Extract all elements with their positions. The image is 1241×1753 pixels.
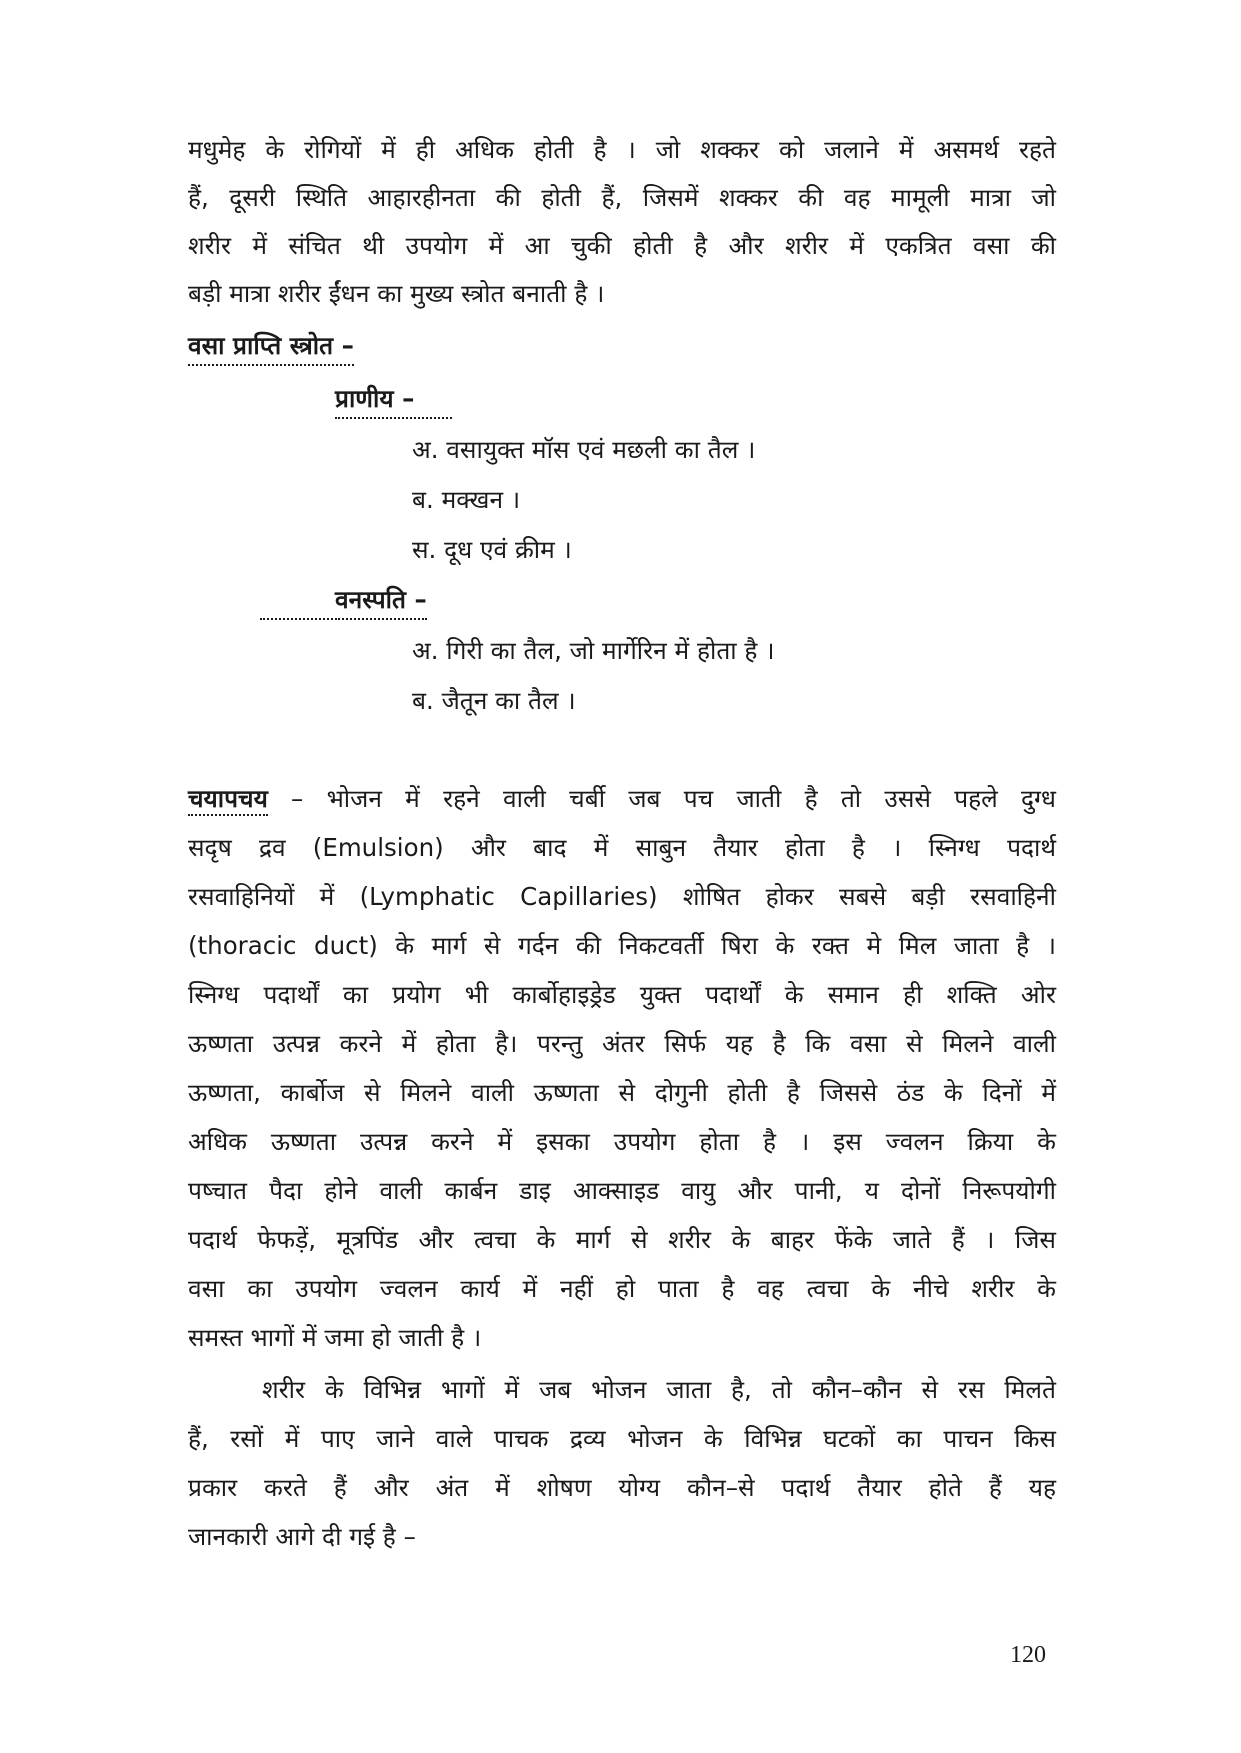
- metabolism-line-12: समस्त भागों में जमा हो जाती है ।: [188, 1323, 482, 1352]
- sources-heading: वसा प्राप्ति स्त्रोत –: [188, 329, 354, 366]
- animal-heading: प्राणीय –: [335, 382, 452, 419]
- animal-item-1: अ. वसायुक्त मॉस एवं मछली का तैल ।: [412, 435, 756, 464]
- metabolism-line-6: ऊष्णता उत्पन्न करने में होता है। परन्तु अंतर सिर्फ यह है कि वसा से मिलने वाली: [188, 1029, 1056, 1058]
- metabolism-line-7: ऊष्णता, कार्बोज से मिलने वाली ऊष्णता से दोगुनी होती है जिससे ठंड के दिनों में: [188, 1078, 1056, 1107]
- metabolism-line-5: स्निग्ध पदार्थों का प्रयोग भी कार्बोहाइड्रेड युक्त पदार्थों के समान ही शक्ति ओर: [188, 980, 1056, 1009]
- para1-line-2: हैं, दूसरी स्थिति आहारहीनता की होती हैं, जिसमें शक्कर की वह मामूली मात्रा जो: [188, 183, 1056, 212]
- metabolism-line-10: पदार्थ फेफड़ें, मूत्रपिंड और त्वचा के मार्ग से शरीर के बाहर फेंके जाते हैं । जिस: [188, 1225, 1056, 1254]
- metabolism-line-8: अधिक ऊष्णता उत्पन्न करने में इसका उपयोग होता है । इस ज्वलन क्रिया के: [188, 1127, 1056, 1156]
- plant-heading-dotted-lead: [260, 618, 340, 620]
- para3-line-3: प्रकार करते हैं और अंत में शोषण योग्य कौन–से पदार्थ तैयार होते हैं यह: [188, 1473, 1056, 1502]
- metabolism-line-11: वसा का उपयोग ज्वलन कार्य में नहीं हो पाता है वह त्वचा के नीचे शरीर के: [188, 1274, 1056, 1303]
- plant-item-1: अ. गिरी का तैल, जो मार्गेरिन में होता है ।: [412, 636, 775, 665]
- metabolism-heading: चयापचय: [188, 784, 268, 816]
- para3-line-4: जानकारी आगे दी गई है –: [188, 1522, 416, 1551]
- para3-line-2: हैं, रसों में पाए जाने वाले पाचक द्रव्य भोजन के विभिन्न घटकों का पाचन किस: [188, 1424, 1056, 1453]
- para1-line-1: मधुमेह के रोगियों में ही अधिक होती है । जो शक्कर को जलाने में असमर्थ रहते: [188, 135, 1056, 164]
- metabolism-line-9: पष्चात पैदा होने वाली कार्बन डाइ आक्साइड वायु और पानी, य दोनों निरूपयोगी: [188, 1176, 1056, 1205]
- metabolism-line-1: [188, 782, 1056, 816]
- metabolism-line-3: रसवाहिनियों में (Lymphatic Capillaries) शोषित होकर सबसे बड़ी रसवाहिनी: [188, 882, 1056, 911]
- metabolism-line-4: (thoracic duct) के मार्ग से गर्दन की निकटवर्ती षिरा के रक्त मे मिल जाता है ।: [188, 931, 1056, 960]
- para1-line-3: शरीर में संचित थी उपयोग में आ चुकी होती है और शरीर में एकत्रित वसा की: [188, 231, 1056, 260]
- page-number: 120: [1010, 1642, 1046, 1668]
- plant-item-2: ब. जैतून का तैल ।: [412, 686, 576, 715]
- para1-line-4: बड़ी मात्रा शरीर ईंधन का मुख्य स्त्रोत बनाती है ।: [188, 279, 605, 308]
- plant-heading: वनस्पति –: [335, 583, 427, 620]
- metabolism-line-1-text: – भोजन में रहने वाली चर्बी जब पच जाती है तो उससे पहले दुग्ध: [267, 784, 1056, 813]
- para3-line-1: शरीर के विभिन्न भागों में जब भोजन जाता है, तो कौन–कौन से रस मिलते: [262, 1375, 1056, 1404]
- animal-item-3: स. दूध एवं क्रीम ।: [412, 535, 572, 564]
- animal-item-2: ब. मक्खन ।: [412, 485, 521, 514]
- metabolism-line-2: सदृष द्रव (Emulsion) और बाद में साबुन तैयार होता है । स्निग्ध पदार्थ: [188, 833, 1056, 862]
